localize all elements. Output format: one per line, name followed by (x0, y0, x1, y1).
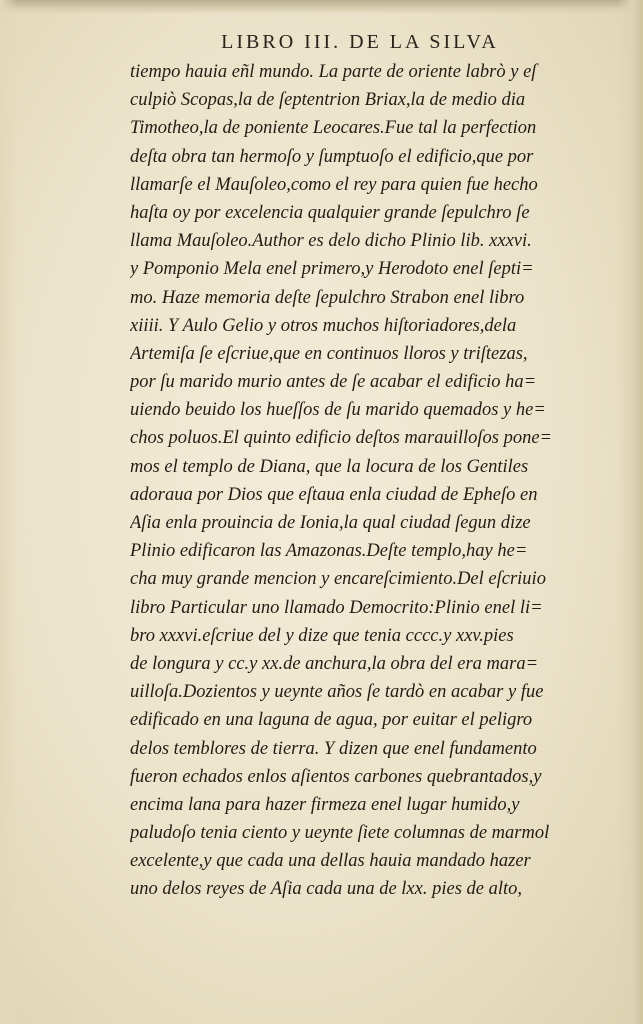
text-line: delos temblores de tierra. Y dizen que enel fundamento (130, 738, 537, 759)
page-right-edge (617, 0, 643, 1024)
text-line: paludoſo tenia ciento y ueynte ſiete columnas de marmol (130, 823, 550, 844)
text-line: mos el templo de Diana, que la locura de los Gentiles (130, 456, 529, 477)
text-line: Plinio edificaron las Amazonas.Deſte templo,hay he= (130, 541, 528, 562)
text-line: encima lana para hazer firmeza enel lugar humido,y (130, 794, 520, 815)
text-line: haſta oy por excelencia qualquier grande ſepulchro ſe (130, 202, 530, 223)
running-head: LIBRO III. DE LA SILVA (221, 31, 499, 53)
text-line: chos poluos.El quinto edificio deſtos marauilloſos pone= (130, 428, 553, 449)
page-top-edge (0, 0, 643, 14)
text-line: deſta obra tan hermoſo y ſumptuoſo el edificio,que por (130, 146, 534, 167)
text-line: uilloſa.Dozientos y ueynte años ſe tardò en acabar y fue (130, 682, 544, 703)
text-line: Aſia enla prouincia de Ionia,la qual ciudad ſegun dize (130, 513, 531, 533)
text-line: culpiò Scopas,la de ſeptentrion Briax,la de medio dia (130, 90, 526, 111)
text-line: bro xxxvi.eſcriue del y dize que tenia cccc.y xxv.pies (130, 625, 514, 646)
text-line: uiendo beuido los hueſſos de ſu marido quemados y he= (130, 400, 546, 421)
text-line: de longura y cc.y xx.de anchura,la obra del era mara= (130, 653, 539, 674)
text-line: excelente,y que cada una dellas hauia mandado hazer (130, 851, 531, 872)
page-left-edge (0, 0, 18, 1024)
text-line: cha muy grande mencion y encareſcimiento.Del eſcriuio (130, 569, 546, 590)
text-line: libro Particular uno llamado Democrito:Plinio enel li= (130, 597, 543, 618)
text-line: fueron echados enlos aſientos carbones quebrantados,y (130, 766, 542, 787)
text-line: xiiii. Y Aulo Gelio y otros muchos hiſtoriadores,dela (130, 315, 517, 336)
body-text (130, 58, 595, 904)
text-line: tiempo hauia eñl mundo. La parte de oriente labrò y eſ (130, 62, 537, 82)
text-line: por ſu marido murio antes de ſe acabar el edificio ha= (130, 372, 537, 393)
text-line: adoraua por Dios que eſtaua enla ciudad de Epheſo en (130, 484, 538, 505)
text-line: edificado en una laguna de agua, por euitar el peligro (130, 710, 533, 731)
text-line: Timotheo,la de poniente Leocares.Fue tal la perfection (130, 118, 537, 139)
text-line: y Pomponio Mela enel primero,y Herodoto enel ſepti= (130, 259, 534, 280)
text-line: llamarſe el Mauſoleo,como el rey para quien fue hecho (130, 174, 538, 195)
text-line: uno delos reyes de Aſia cada una de lxx. pies de alto, (130, 879, 523, 900)
text-line: Artemiſa ſe eſcriue,que en continuos lloros y triſtezas, (130, 343, 528, 364)
text-line: mo. Haze memoria deſte ſepulchro Strabon enel libro (130, 287, 525, 308)
text-line: llama Mauſoleo.Author es delo dicho Plinio lib. xxxvi. (130, 231, 532, 252)
